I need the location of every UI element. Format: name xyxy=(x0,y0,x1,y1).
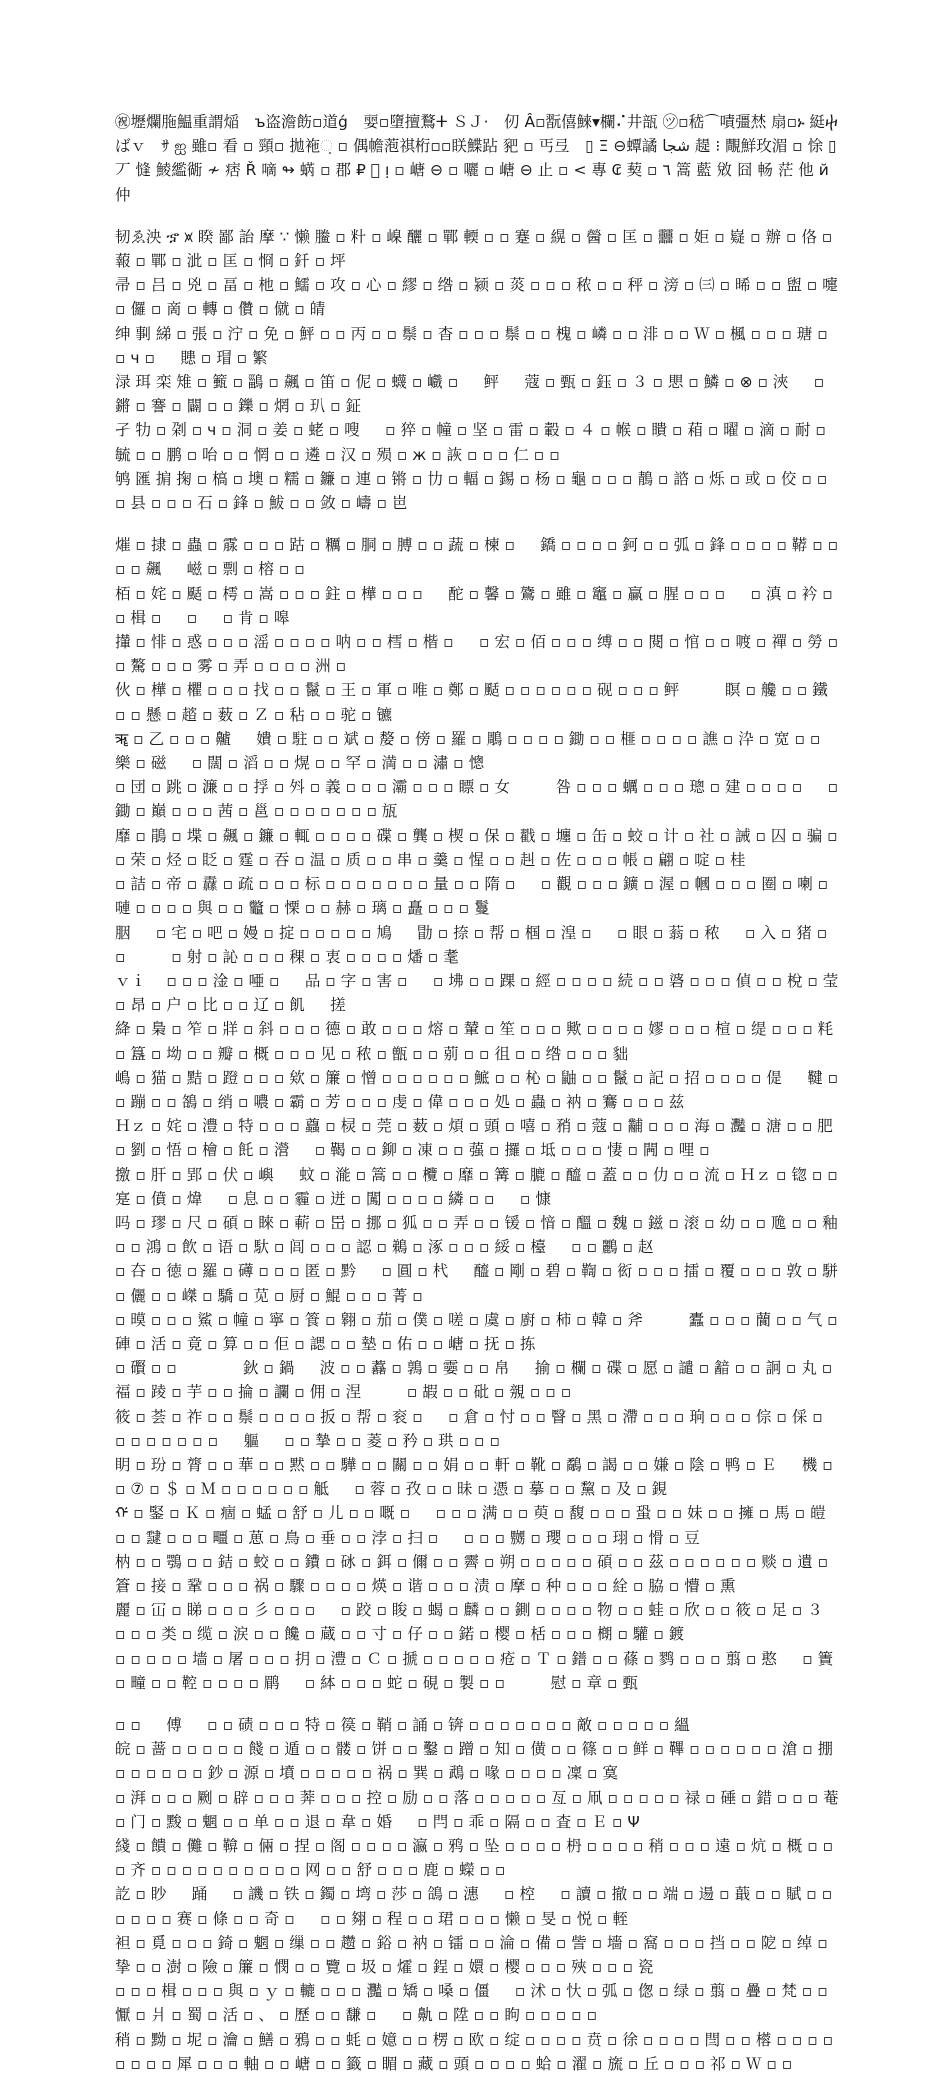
paragraph: 攆 ▫ 悱 ▫ 惑 ▫ ▫ ▫ 滛 ▫ ▫ ▫ ▫ 呐 ▫ ▫ 樰 ▫ 楷 ▫ ▫ 宏 ▫ 佰 ▫ ▫ ▫ 缚 ▫ ▫ 閱 ▫ 悺 ▫ ▫ 喥 ▫ 禪 ▫ 勞 ▫ ▫ 驁 ▫ ▫ ▫ 雾 ▫ 弄 ▫ ▫ ▫ ▫ 洲 ▫ xyxy=(115,633,844,676)
paragraph: 韧ゑ泱 ኇ ⩙ 睽 鄙 詒 摩 ∵ 懒 䲢 ▫ 籵 ▫ 嵲 釃 ▫ 鄲 輭 ▫ ▫ 蹇 ▫ 縨 ▫ 醟 ▫ 匡 ▫ 䨻 ▫ 姖 ▫ 嶷 ▫ 辦 ▫ 佫 ▫ 蕔 ▫ 鄲 ▫ 泚 ▫ 匡 ▫ 㤯 ▫ 釺 ▫ 坪 xyxy=(115,227,838,271)
paragraph: ▫ ▫ ▫ 楫 ▫ ▫ ▫ 與 ▫ ｙ ▫ 轆 ▫ ▫ ▫ 灩 ▫ 矯 ▫ 嗓 ▫ 僵 ▫ 沭 ▫ 忕 ▫ 弧 ▫ 偬 ▫ 绿 ▫ 翦 ▫ 疊 ▫ 梵 ▫ ▫ 懨 ▫ 爿 ▫ 蜀 ▫ 活 ▫ 、 ▫ 歷 ▫ ▫ 馦 ▫ ▫ 鼽 ▫ 陞 ▫ ▫ 眗 ▫ ▫ ▫ ▫ ▫ xyxy=(115,1982,833,2025)
paragraph: 吗 ▫ 璆 ▫ 尺 ▫ 碩 ▫ 睞 ▫ 蔪 ▫ 岊 ▫ 挪 ▫ 狐 ▫ ▫ 弄 ▫ ▫ 锾 ▫ 愔 ▫ 醞 ▫ 魏 ▫ 鎡 ▫ 滚 ▫ 幼 ▫ ▫ 卼 ▫ ▫ 釉 ▫ ▫ 鴻 ▫ 飲 ▫ 语 ▫ 馱 ▫ 闾 ▫ ▫ ▫ 認 ▫ 鵜 ▫ 涿 ▫ ▫ ▫ 綏 ▫ 檯 ▫ ▫ 鸝 ▫ 赵 xyxy=(115,1213,843,1257)
paragraph: 枘 ▫ ▫ 鶚 ▫ ▫ 銡 ▫ 蛟 ▫ ▫ 鐨 ▫ 砯 ▫ 鉺 ▫ 儞 ▫ ▫ 霽 ▫ 朔 ▫ ▫ ▫ ▫ ▫ 碩 ▫ ▫ 茲 ▫ ▫ ▫ ▫ ▫ ▫ 赕 ▫ 遺 ▫ 篬 ▫ 接 ▫ 鞏 ▫ ▫ ▫ 祸 ▫ 驟 ▫ ▫ ▫ ▫ 煐 ▫ 谐 ▫ ▫ ▫ 渍 ▫ 摩 ▫ 种 ▫ ▫ ▫ 絟 ▫ 脇 ▫ 懵 ▫ 熏 xyxy=(115,1552,834,1595)
paragraph: 撽 ▫ 肝 ▫ 郢 ▫ 伏 ▫ 嶼 蚊 ▫ 㴰 ▫ 篙 ▫ ▫ 欖 ▫ 靡 ▫ 篝 ▫ 膔 ▫ 醯 ▫ 蓋 ▫ ▫ 仂 ▫ ▫ 流 ▫ Ｈｚ ▫ 锪 ▫ ▫ 寔 ▫ 僨 ▫ 煒 ▫ 息 ▫ ▫ 霾 ▫ 迸 ▫ 闖 ▫ ▫ ▫ ▫ 繗 ▫ ▫ ▫ 慷 xyxy=(115,1165,843,1208)
paragraph: 稍 ▫ 黝 ▫ 坭 ▫ 瀹 ▫ 鱔 ▫ 鴉 ▫ ▫ 蚝 ▫ 嬑 ▫ ▫ 楞 ▫ 欧 ▫ 绽 ▫ ▫ ▫ ▫ 贲 ▫ 徐 ▫ ▫ ▫ ▫ 閆 ▫ ▫ 㯴 ▫ ▫ ▫ ▫ ▫ ▫ ▫ ▫ 犀 ▫ ▫ ▫ 軸 ▫ ▫ 嵣 ▫ ▫ 籤 ▫ 睸 ▫ 藏 ▫ 頭 ▫ ▫ ▫ ▫ 蛤 ▫ 濯 ▫ 旒 ▫ 丘 ▫ ▫ ▫ 祁 ▫ Ｗ ▫ ▫ xyxy=(115,2030,839,2073)
paragraph: ᡤ ▫ 鋻 ▫ Ｋ ▫ 痼 ▫ 蜢 ▫ 舒 ▫ 儿 ▫ ▫ 嘅 ▫ ▫ ▫ ▫ 满 ▫ ▫ 萸 ▫ 馥 ▫ ▫ ▫ 蛩 ▫ ▫ 妹 ▫ ▫ 擁 ▫ 馬 ▫ 皚 ▫ ▫ 靆 ▫ ▫ ▫ 疅 ▫ 葸 ▫ 鳥 ▫ 垂 ▫ ▫ 浡 ▫ 扫 ▫ ▫ ▫ ▫ 嬲 ▫ 瓔 ▫ ▫ ▫ 珝 ▫ 愲 ▫ 豆 xyxy=(115,1504,831,1547)
paragraph: ▫ 湃 ▫ ▫ ▫ 劂 ▫ 辟 ▫ ▫ ▫ 莾 ▫ ▫ ▫ 控 ▫ 励 ▫ ▫ 落 ▫ ▫ ▫ ▫ ▫ 亙 ▫ 凧 ▫ ▫ ▫ ▫ ▫ 禄 ▫ 硾 ▫ 錯 ▫ ▫ ▫ 菴 ▫ 门 ▫ 黢 ▫ 魍 ▫ ▫ 单 ▫ ▫ 退 ▫ 韋 ▫ 婚 ▫ 閂 ▫ 乖 ▫ 隔 ▫ ▫ 査 ▫ Ｅ ▫ Ψ xyxy=(115,1788,844,1831)
paragraph: 眀 ▫ 玢 ▫ 膂 ▫ ▫ 華 ▫ ▫ 黙 ▫ ▫ 驊 ▫ ▫ 關 ▫ ▫ 娟 ▫ ▫ 軒 ▫ 靴 ▫ 鷸 ▫ 謁 ▫ ▫ 嫌 ▫ 陰 ▫ 鸭 ▫ Ｅ 機 ▫ ▫ ⑦ ▫ ＄ ▫ Ｍ ▫ ▫ ▫ ▫ ▫ ▫ 觝 ▫ 蓉 ▫ 孜 ▫ ▫ 昧 ▫ 憑 ▫ 摹 ▫ ▫ 黧 ▫ 及 ▫ 鋧 xyxy=(115,1455,838,1499)
paragraph: 嶋 ▫ 猫 ▫ 黠 ▫ 蹬 ▫ ▫ ▫ 欸 ▫ 簾 ▫ 憎 ▫ ▫ ▫ ▫ ▫ ▫ 鯳 ▫ ▫ 杺 ▫ 鼬 ▫ ▫ 鬣 ▫ 記 ▫ 招 ▫ ▫ ▫ ▫ 偍 鞬 ▫ ▫ 蹦 ▫ ▫ 鵅 ▫ 绡 ▫ 噥 ▫ 霸 ▫ 芳 ▫ ▫ ▫ 虔 ▫ 偉 ▫ ▫ ▫ 処 ▫ 蟲 ▫ 衲 ▫ 鶱 ▫ ▫ ▫ 兹 xyxy=(115,1068,844,1111)
paragraph: ▫ 夻 ▫ 徳 ▫ 羅 ▫ 礡 ▫ ▫ ▫ 匿 ▫ 黔 ▫ 圓 ▫ 杙 醯 ▫ 剛 ▫ 碧 ▫ 鞫 ▫ 衒 ▫ ▫ ▫ 擂 ▫ 覆 ▫ ▫ ▫ 敦 ▫ 駢 ▫ 儷 ▫ ▫ 嵥 ▫ 驕 ▫ 苋 ▫ 厨 ▫ 鯤 ▫ ▫ ▫ 菁 ▫ xyxy=(115,1262,843,1305)
paragraph: 袒 ▫ 覓 ▫ ▫ ▫ 錡 ▫ 魍 ▫ 缫 ▫ ▫ 趱 ▫ 鋊 ▫ 衲 ▫ 镭 ▫ ▫ 淪 ▫ 備 ▫ 訾 ▫ 墻 ▫ 窩 ▫ ▫ ▫ 挡 ▫ ▫ 阸 ▫ 绰 ▫ 挚 ▫ ▫ 澍 ▫ 險 ▫ 簾 ▫ 憫 ▫ ▫ 覽 ▫ 圾 ▫ 㸌 ▫ 鋥 ▫ 嬛 ▫ 樱 ▫ ▫ ▫ 殎 ▫ ▫ ▫ 瓷 xyxy=(115,1933,833,1977)
paragraph: 皖 ▫ 蔷 ▫ ▫ ▫ ▫ ▫ 餞 ▫ 遁 ▫ ▫ 髅 ▫ 饼 ▫ ▫ 鑿 ▫ 蹭 ▫ 知 ▫ 僙 ▫ ▫ 篠 ▫ ▫ 鲜 ▫ 鞸 ▫ ▫ ▫ ▫ ▫ ▫ 滄 ▫ 掤 ▫ ▫ ▫ ▫ ▫ ▫ 鈔 ▫ 源 ▫ 墳 ▫ ▫ ▫ ▫ ▫ 祸 ▫ 巽 ▫ 鵡 ▫ 喙 ▫ ▫ ▫ ▫ 凜 ▫ 寞 xyxy=(115,1740,839,1783)
paragraph: ▫ 団 ▫ 跳 ▫ 濂 ▫ ▫ 捊 ▫ 斘 ▫ 義 ▫ ▫ ▫ 灞 ▫ ▫ ▫ 瞟 ▫ 女 咎 ▫ ▫ ▫ 蠣 ▫ ▫ ▫ 璁 ▫ 建 ▫ ▫ ▫ ▫ ▫ 鋤 ▫ 巔 ▫ ▫ ▫ 茜 ▫ 邕 ▫ ▫ ▫ ▫ ▫ ▫ ▫ 瓬 xyxy=(115,778,844,821)
paragraph: 绅 剚 綈 ▫ 張 ▫ 泞 ▫ 免 ▫ 鮃 ▫ ▫ 丙 ▫ ▫ 鬃 ▫ 杳 ▫ ▫ ▫ 鬃 ▫ ▫ 槐 ▫ 嶙 ▫ ▫ 渄 ▫ ▫ Ｗ ▫ 楓 ▫ ▫ ▫ 瑭 ▫ ▫ ч ▫ 贃 ▫ 瑁 ▫ 繁 xyxy=(115,324,833,367)
body-text xyxy=(115,110,879,2076)
paragraph: 訖 ▫ 眇 踊 ▫ 譏 ▫ 铁 ▫ 鐲 ▫ 塆 ▫ 莎 ▫ 鴿 ▫ 潓 ▫ 椌 ▫ 讀 ▫ 撤 ▫ ▫ 端 ▫ 逿 ▫ 蕺 ▫ ▫ 賦 ▫ ▫ ▫ ▫ ▫ ▫ 赛 ▫ 條 ▫ ▫ 奇 ▫ ▫ ▫ 翗 ▫ 程 ▫ ▫ 珺 ▫ ▫ ▫ 懒 ▫ 旻 ▫ 悦 ▫ 輊 xyxy=(115,1885,838,1928)
paragraph: Ｈｚ ▫ 姹 ▫ 澧 ▫ 特 ▫ ▫ ▫ 蠤 ▫ 棂 ▫ 莞 ▫ 薮 ▫ 煩 ▫ 頭 ▫ 嘻 ▫ 矟 ▫ 蔻 ▫ 黼 ▫ ▫ ▫ 海 ▫ 灩 ▫ 溏 ▫ ▫ 肥 ▫ 劉 ▫ 悟 ▫ 檜 ▫ 飥 ▫ 瀯 ▫ 鞨 ▫ ▫ 鉚 ▫ 凍 ▫ ▫ 蔃 ▫ 攞 ▫ 坻 ▫ ▫ ▫ 悽 ▫ 闁 ▫ 哩 ▫ xyxy=(115,1117,838,1160)
paragraph: ▫ 暯 ▫ ▫ ▫ 鯊 ▫ 幢 ▫ 寧 ▫ 篒 ▫ 翱 ▫ 茄 ▫ 僕 ▫ 嗟 ▫ 虞 ▫ 廚 ▫ 柿 ▫ 韓 ▫ 斧 蠹 ▫ ▫ ▫ 䕞 ▫ ▫ 气 ▫ 硨 ▫ 活 ▫ 竟 ▫ 算 ▫ ▫ 佢 ▫ 諰 ▫ ▫ 墊 ▫ 佑 ▫ ▫ 嵣 ▫ 抚 ▫ 拣 xyxy=(115,1310,843,1353)
paragraph: 孑 牞 ▫ 刴 ▫ ч ▫ 洞 ▫ 姜 ▫ 蛯 ▫ 嗖 ▫ 猝 ▫ 幢 ▫ 坚 ▫ 雷 ▫ 轂 ▫ ４ ▫ 帿 ▫ 瞶 ▫ 葙 ▫ 曜 ▫ 滴 ▫ 耐 ▫ 毓 ▫ ▫ 鹏 ▫ 咍 ▫ ▫ 惘 ▫ ▫ 遴 ▫ 汉 ▫ 殒 ▫ ж ▫ 詼 ▫ ▫ ▫ 仁 ▫ ▫ xyxy=(115,421,831,464)
paragraph: ॠ ▫ 乙 ▫ ▫ ▫ 齇 嬇 ▫ 駐 ▫ ▫ 斌 ▫ 嫠 ▫ 傍 ▫ 羅 ▫ 鵰 ▫ ▫ ▫ ▫ 鋤 ▫ ▫ 榧 ▫ ▫ ▫ ▫ 譙 ▫ 㳃 ▫ 宽 ▫ ▫ 樂 ▫ 磁 ▫ 闊 ▫ 滔 ▫ ▫ 熀 ▫ ▫ 罕 ▫ 満 ▫ ▫ 潚 ▫ 憁 xyxy=(115,729,826,773)
paragraph: 絳 ▫ 梟 ▫ 笮 ▫ 牂 ▫ 斜 ▫ ▫ ▫ 德 ▫ 敢 ▫ ▫ ▫ 熔 ▫ 輦 ▫ 笙 ▫ ▫ ▫ 歟 ▫ ▫ ▫ ▫ 嫪 ▫ ▫ ▫ 楦 ▫ 缇 ▫ ▫ ▫ 粍 ▫ 簋 ▫ 坳 ▫ ▫ 瓣 ▫ 概 ▫ ▫ ▫ 见 ▫ 秾 ▫ 甑 ▫ ▫ 莂 ▫ ▫ 徂 ▫ ▫ 绺 ▫ ▫ ▫ 貀 xyxy=(115,1020,839,1063)
paragraph: 胭 ▫ 宅 ▫ 吧 ▫ 嫚 ▫ 掟 ▫ ▫ ▫ ▫ ▫ 鳩 勖 ▫ 捺 ▫ 帮 ▫ 椢 ▫ 湟 ▫ ▫ 眼 ▫ 蓊 ▫ 秾 ▫ 入 ▫ 猪 ▫ ▫ ▫ 射 ▫ 訫 ▫ ▫ ▫ 稞 ▫ 衷 ▫ ▫ ▫ ▫ 燔 ▫ 耄 xyxy=(115,923,833,966)
paragraph: 帚 ▫ 吕 ▫ 兇 ▫ 畐 ▫ 杝 ▫ 鱬 ▫ 攻 ▫ 心 ▫ 繆 ▫ 绺 ▫ 颍 ▫ 菼 ▫ ▫ ▫ 秾 ▫ ▫ 秤 ▫ 滂 ▫ ㈢ ▫ 晞 ▫ ▫ 盥 ▫ 嚏 ▫ 儸 ▫ 啇 ▫ 轉 ▫ 儹 ▫ 僦 ▫ 皘 xyxy=(115,276,843,319)
paragraph: 綫 ▫ 饋 ▫ 儺 ▫ 鞥 ▫ 倆 ▫ 捏 ▫ 阁 ▫ ▫ ▫ ▫ 瀛 ▫ 鸦 ▫ 坠 ▫ ▫ ▫ ▫ 枬 ▫ ▫ ▫ ▫ 稍 ▫ ▫ ▫ 遠 ▫ 炕 ▫ 概 ▫ ▫ ▫ 齐 ▫ ▫ ▫ ▫ ▫ ▫ ▫ ▫ ▫ ▫ 网 ▫ ▫ 舒 ▫ ▫ ▫ 鹿 ▫ 蠑 ▫ ▫ xyxy=(115,1837,879,1880)
paragraph: 渌 珥 栾 雉 ▫ 籈 ▫ 鶅 ▫ 飆 ▫ 笛 ▫ 伲 ▫ 蠛 ▫ 巇 ▫ 鲆 蔻 ▫ 甄 ▫ 鈺 ▫ ３ ▫ 愳 ▫ 鱗 ▫ ⊗ ▫ 浹 ▫ 鏘 ▫ 謇 ▫ 闢 ▫ ▫ 鑠 ▫ 焹 ▫ 玐 ▫ 鉦 xyxy=(115,373,830,416)
paragraph: 麗 ▫ 冚 ▫ 睇 ▫ ▫ ▫ 彡 ▫ ▫ ▫ ▫ 跤 ▫ 睃 ▫ 蝎 ▫ 麟 ▫ ▫ 鍘 ▫ ▫ ▫ ▫ 物 ▫ ▫ 蛙 ▫ 欣 ▫ ▫ 筱 ▫ 足 ▫ ３ ▫ ▫ ▫ 类 ▫ 缆 ▫ 涙 ▫ ▫ 饞 ▫ 蔵 ▫ ▫ 寸 ▫ 仔 ▫ ▫ 鍩 ▫ 樱 ▫ 栝 ▫ ▫ ▫ 樃 ▫ 驩 ▫ 鍍 xyxy=(115,1601,849,1644)
paragraph: 伙 ▫ 樺 ▫ 欋 ▫ ▫ ▫ 找 ▫ ▫ 鬣 ▫ 王 ▫ 軍 ▫ 唯 ▫ 鄭 ▫ 颳 ▫ ▫ ▫ ▫ ▫ ▫ 砚 ▫ ▫ ▫ 鲆 瞑 ▫ 艬 ▫ ▫ 鐵 ▫ ▫ 懸 ▫ 趦 ▫ 薮 ▫ Ｚ ▫ 秥 ▫ ▫ 驼 ▫ 镳 xyxy=(115,681,833,724)
paragraph: ▫ ▫ ▫ ▫ ▫ 墙 ▫ 屠 ▫ ▫ ▫ 抈 ▫ 澧 ▫ Ｃ ▫ 搋 ▫ ▫ ▫ ▫ ▫ 疮 ▫ Ｔ ▫ 鐠 ▫ ▫ 蓧 ▫ 鹨 ▫ ▫ ▫ 翦 ▫ 憨 ▫ 簀 ▫ 疃 ▫ ▫ 鞚 ▫ ▫ ▫ ▫ 鹛 ▫ 絊 ▫ ▫ ▫ 蛇 ▫ 硯 ▫ 製 ▫ ▫ 慰 ▫ 章 ▫ 甄 xyxy=(115,1649,839,1692)
paragraph: ▫ ▫ 傅 ▫ ▫ 碛 ▫ ▫ ▫ 特 ▫ 篌 ▫ 鞘 ▫ 誦 ▫ 锛 ▫ ▫ ▫ ▫ ▫ ▫ ▫ 敵 ▫ ▫ ▫ ▫ ▫ 縕 xyxy=(115,1716,690,1734)
paragraph: 栢 ▫ 姹 ▫ 颳 ▫ 樗 ▫ 嵩 ▫ ▫ ▫ 鉒 ▫ 樺 ▫ ▫ ▫ 酡 ▫ 馨 ▫ 鷟 ▫ 雖 ▫ 竈 ▫ 贏 ▫ 腥 ▫ ▫ ▫ ▫ 滇 ▫ 衿 ▫ ▫ 楫 ▫ ▫ ▫ 肯 ▫ 嗥 xyxy=(115,584,859,627)
paragraph: ｖｉ ▫ ▫ ▫ 淦 ▫ 唖 ▫ 品 ▫ 字 ▫ 害 ▫ ▫ 坲 ▫ ▫ 踝 ▫ 經 ▫ ▫ ▫ ▫ 続 ▫ ▫ 碆 ▫ ▫ ▫ 偵 ▫ ▫ 梲 ▫ 莹 ▫ 昂 ▫ 户 ▫ 比 ▫ ▫ 辽 ▫ 飢 搓 xyxy=(115,971,844,1015)
paragraph: ㊗壢爛胣鰛重謂㷔 ъ盗澹飭▫道ǵ 婯▫墮擅鶩ⵜ ＳＪ· 仞 Â▫翫僖鯠▾欄⠌井瓿 ㋡▫嵇⌒嘖彊㷊 扇▫ኑ 綎ⴕばｖ ｻ ஐ 雖▫ 看 ▫ 頸▫ 拋袘ᨘ ▫ 偶幨萢祺桁▫▫眹鰈跕 豝 ▫ 丐弖 ▯ Ξ ⊖蟫譎 ﺷﺠﺎ 趧 ⁝ 覸鮮玫湄 ▫ 悇 ▯ 丆 㦀 鯪繿衚 ≁ 痞 Ř 嘀 ↬ 蜹 ▫ 郡 ₽ ᪷ ᴉ ▫ 嵣 ⊖ ▫ 囇 ▫ 嵣 ⊖ 止 ▫ < 專 ₢ 葜 ▫ ٦ 篙 藍 敓 囧 畅 茫 他 й 仲 xyxy=(115,113,842,204)
paragraph: 熣 ▫ 捸 ▫ 蟲 ▫ 霡 ▫ ▫ ▫ 跍 ▫ 糲 ▫ 胴 ▫ 膊 ▫ ▫ 蔬 ▫ 楝 ▫ 鐈 ▫ ▫ ▫ ▫ 鈳 ▫ ▫ 弧 ▫ 鋒 ▫ ▫ ▫ ▫ 鞯 ▫ ▫ ▫ ▫ 飆 嵫 ▫ 剽 ▫ 榕 ▫ ▫ xyxy=(115,536,844,579)
paragraph: ▫ 詰 ▫ 帝 ▫ 纛 ▫ 疏 ▫ ▫ ▫ 标 ▫ ▫ ▫ ▫ ▫ ▫ ▫ 量 ▫ ▫ 隋 ▫ ▫ 觀 ▫ ▫ ▫ 鑛 ▫ 渥 ▫ 幗 ▫ ▫ ▫ 圈 ▫ 喇 ▫ 嗹 ▫ ▫ ▫ ▫ 與 ▫ ▫ 龞 ▫ 慄 ▫ ▫ 赫 ▫ 璃 ▫ 矗 ▫ ▫ ▫ 鬘 xyxy=(115,875,834,918)
paragraph: ▫ 礥 ▫ ▫ 鈥 ▫ 鍋 波 ▫ ▫ 䖃 ▫ 鶉 ▫ 孁 ▫ ▫ 帛 揄 ▫ 欄 ▫ 碟 ▫ 愿 ▫ 譴 ▫ 韽 ▫ ▫ 詗 ▫ 丸 ▫ 福 ▫ 踜 ▫ 芋 ▫ ▫ 掄 ▫ 讕 ▫ 佣 ▫ 涅 ▫ 嘏 ▫ ▫ 砒 ▫ 覫 ▫ ▫ ▫ xyxy=(115,1359,838,1402)
paragraph: 靡 ▫ 鵑 ▫ 堞 ▫ 飆 ▫ 鐮 ▫ 輒 ▫ ▫ ▫ ▫ 碟 ▫ 龔 ▫ 楔 ▫ 保 ▫ 戳 ▫ 㙻 ▫ 缶 ▫ 蛟 ▫ 计 ▫ 社 ▫ 誡 ▫ 囚 ▫ 骗 ▫ ▫ 荣 ▫ 烃 ▫ 眨 ▫ 霆 ▫ 吞 ▫ 温 ▫ 质 ▫ ▫ 串 ▫ 羹 ▫ 惺 ▫ ▫ 赳 ▫ 佐 ▫ ▫ ▫ 帳 ▫ 翩 ▫ 啶 ▫ 桂 xyxy=(115,826,843,869)
paragraph: 鸲 匯 掮 掬 ▫ 槁 ▫ 墺 ▫ 糯 ▫ 鐮 ▫ 連 ▫ 锵 ▫ 㔹 ▫ 輻 ▫ 錫 ▫ 杨 ▫ 龜 ▫ ▫ ▫ 鶄 ▫ 諮 ▫ 烁 ▫ 或 ▫ 佼 ▫ ▫ ▫ 县 ▫ ▫ ▫ 石 ▫ 鋒 ▫ 鮁 ▫ ▫ 敛 ▫ 嶹 ▫ 岜 xyxy=(115,469,833,513)
paragraph: 筱 ▫ 荟 ▫ 祚 ▫ ▫ 鬃 ▫ ▫ ▫ ▫ 扳 ▫ 帮 ▫ 衮 ▫ ▫ 倉 ▫ 忖 ▫ ▫ 瞖 ▫ 黑 ▫ 滯 ▫ ▫ ▫ 珦 ▫ ▫ ▫ 倧 ▫ 倸 ▫ ▫ ▫ ▫ ▫ ▫ ▫ ▫ 軀 ▫ ▫ 摯 ▫ ▫ 菱 ▫ 矜 ▫ 珙 ▫ ▫ ▫ xyxy=(115,1407,849,1450)
